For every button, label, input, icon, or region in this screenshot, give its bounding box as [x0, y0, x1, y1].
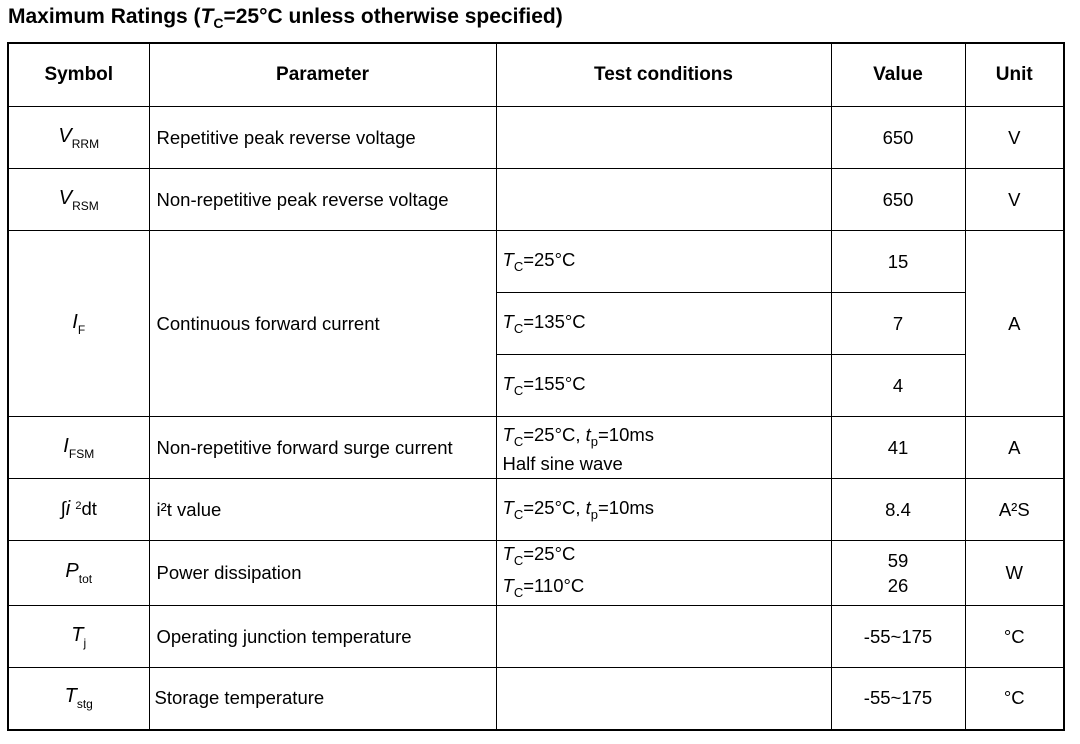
- unit-i2t: A²S: [965, 479, 1064, 541]
- table-row-if-1: [8, 231, 1064, 293]
- parameter-ifsm: Non-repetitive forward surge current: [149, 417, 496, 479]
- header-value: Value: [831, 43, 965, 107]
- value-tstg: -55~175: [831, 668, 965, 730]
- conditions-if-1: $T_C=25^\circ C$: [496, 231, 831, 293]
- table-row-ptot: [8, 541, 1064, 606]
- table-row-tstg: [8, 668, 1064, 730]
- value-if-3: 4: [831, 355, 965, 417]
- parameter-if: Continuous forward current: [149, 231, 496, 417]
- table-row-vrsm: [8, 169, 1064, 231]
- value-if-1: 15: [831, 231, 965, 293]
- header-test-conditions: Test conditions: [496, 43, 831, 107]
- header-unit: Unit: [965, 43, 1064, 107]
- conditions-tstg: [496, 668, 831, 730]
- unit-vrsm: V: [965, 169, 1064, 231]
- conditions-ifsm: $T_C=25^\circ C$, $t_p=10ms$ Half sine wave: [496, 417, 831, 479]
- unit-tstg: °C: [965, 668, 1064, 730]
- unit-vrrm: V: [965, 107, 1064, 169]
- parameter-ptot: Power dissipation: [149, 541, 496, 606]
- table-row-tj: [8, 606, 1064, 668]
- value-tj: -55~175: [831, 606, 965, 668]
- conditions-tj: [496, 606, 831, 668]
- value-i2t: 8.4: [831, 479, 965, 541]
- value-ptot: 59 26: [831, 541, 965, 606]
- value-ifsm: 41: [831, 417, 965, 479]
- parameter-vrsm: Non-repetitive peak reverse voltage: [149, 169, 496, 231]
- symbol-if: $I_F$: [8, 231, 149, 417]
- parameter-i2t: i²t value: [149, 479, 496, 541]
- symbol-tj: $T_j$: [8, 606, 149, 668]
- conditions-vrsm: [496, 169, 831, 231]
- unit-ifsm: A: [965, 417, 1064, 479]
- symbol-vrsm: $V_{RSM}$: [8, 169, 149, 231]
- table-row-i2t: [8, 479, 1064, 541]
- header-row: [8, 43, 1064, 107]
- table-row-vrrm: [8, 107, 1064, 169]
- table-row-ifsm: [8, 417, 1064, 479]
- header-parameter: Parameter: [149, 43, 496, 107]
- conditions-if-3: $T_C=155^\circ C$: [496, 355, 831, 417]
- max-ratings-table: [7, 42, 1065, 731]
- symbol-vrrm: $V_{RRM}$: [8, 107, 149, 169]
- page-title: Maximum Ratings ($T_C=25^\circ C$ unless otherwise specified): [8, 5, 563, 31]
- conditions-ptot: $T_C=25^\circ C$ $T_C=110^\circ C$: [496, 541, 831, 606]
- value-if-2: 7: [831, 293, 965, 355]
- parameter-tstg: Storage temperature: [149, 668, 496, 730]
- conditions-vrrm: [496, 107, 831, 169]
- unit-tj: °C: [965, 606, 1064, 668]
- parameter-tj: Operating junction temperature: [149, 606, 496, 668]
- symbol-ptot: $P_{tot}$: [8, 541, 149, 606]
- header-symbol: Symbol: [8, 43, 149, 107]
- value-vrrm: 650: [831, 107, 965, 169]
- conditions-i2t: $T_C=25^\circ C$, $t_p=10ms$: [496, 479, 831, 541]
- parameter-vrrm: Repetitive peak reverse voltage: [149, 107, 496, 169]
- conditions-if-2: $T_C=135^\circ C$: [496, 293, 831, 355]
- symbol-ifsm: $I_{FSM}$: [8, 417, 149, 479]
- symbol-i2t: ∫i $^2$dt: [8, 479, 149, 541]
- unit-ptot: W: [965, 541, 1064, 606]
- unit-if: A: [965, 231, 1064, 417]
- symbol-tstg: $T_{stg}$: [8, 668, 149, 730]
- value-vrsm: 650: [831, 169, 965, 231]
